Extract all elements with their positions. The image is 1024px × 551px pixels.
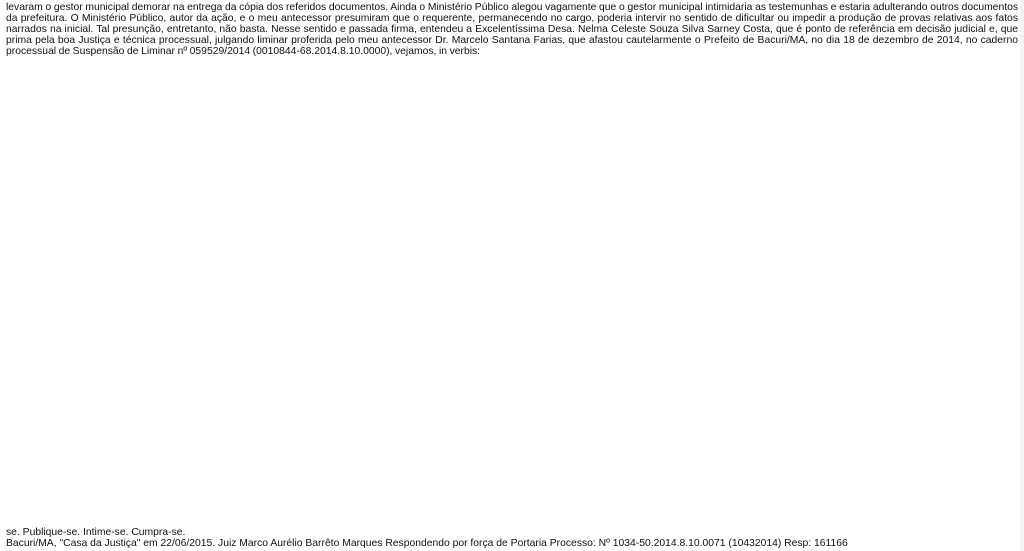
document-signature: Bacuri/MA, "Casa da Justiça" em 22/06/2015. Juiz Marco Aurélio Barrêto Marques Respondendo por força de Portaria Processo: Nº 1034-50.2014.8.10.0071 (10432014) Resp: 161166 bbox=[6, 538, 848, 549]
vertical-scrollbar[interactable] bbox=[1020, 0, 1024, 551]
document-tail: se. Publique-se. Intime-se. Cumpra-se. bbox=[6, 527, 186, 538]
document-body-text: levaram o gestor municipal demorar na entrega da cópia dos referidos documentos. Ainda o Ministério Público alegou vagamente que o gestor municipal intimidaria as testemunhas e estaria adulterando outros documentos da prefeitura. O Ministério Público, autor da ação, e o meu antecessor presumiram que o requerente, permanecendo no cargo, poderia intervir no sentido de dificultar ou impedir a produção de provas relativas aos fatos narrados na inicial. Tal presunção, entretanto, não basta. Nesse sentido e passada firma, entendeu a Excelentíssima Desa. Nelma Celeste Souza Silva Sarney Costa, que é ponto de referência em decisão judicial e, que prima pela boa Justiça e técnica processual, julgando liminar proferida pelo meu antecessor Dr. Marcelo Santana Farias, que afastou cautelarmente o Prefeito de Bacuri/MA, no dia 18 de dezembro de 2014, no caderno processual de Suspensão de Liminar nº 059529/2014 (0010844-68.2014.8.10.0000), vejamos, in verbis: bbox=[6, 2, 1018, 58]
document-closing-line bbox=[6, 527, 1018, 549]
